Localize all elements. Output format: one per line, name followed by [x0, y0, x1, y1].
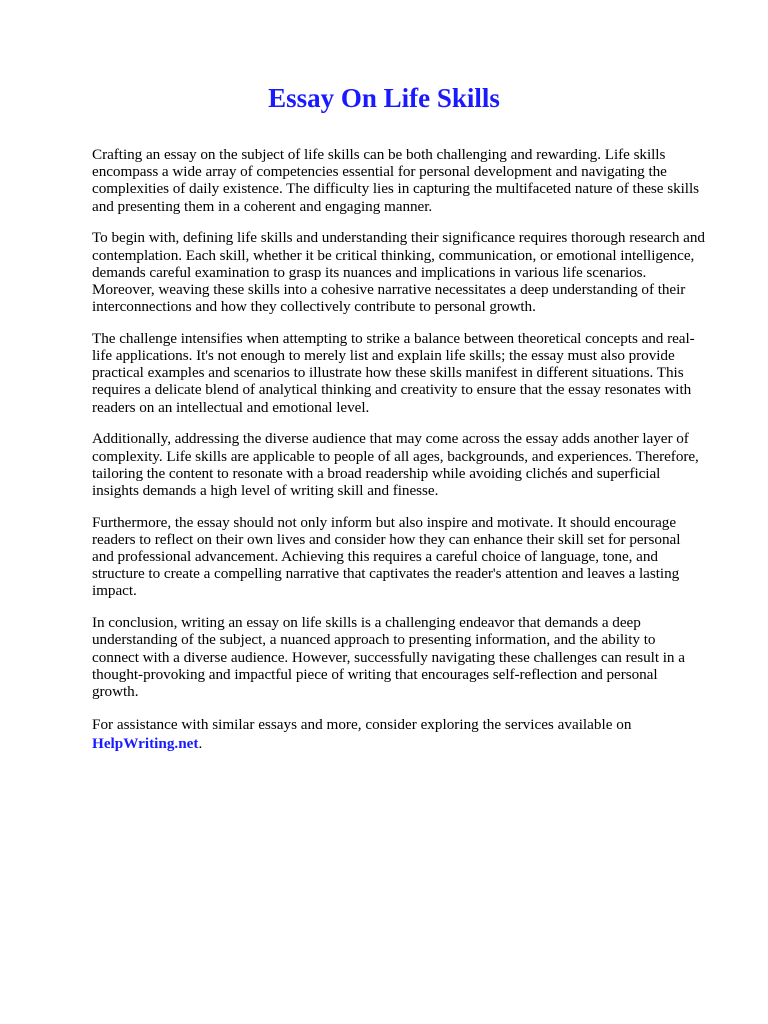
helpwriting-link[interactable]: HelpWriting.net	[92, 734, 199, 752]
document-title: Essay On Life Skills	[268, 83, 500, 113]
paragraph-conclusion: In conclusion, writing an essay on life skills is a challenging endeavor that demands a deep understanding of the subject, a nuanced approach to presenting information, and the ability to connect with a diverse audience. However, successfully navigating these challenges can result in a thought-provoking and impactful piece of writing that encourages self-reflection and personal growth.	[92, 614, 685, 700]
document-body	[92, 146, 732, 753]
paragraph-challenge: The challenge intensifies when attempting to strike a balance between theoretical concepts and real- life applications. It's not enough to merely list and explain life skills; the essay must also provide practical examples and scenarios to illustrate how these skills manifest in different situations. This requires a delicate blend of analytical thinking and creativity to ensure that the essay resonates with readers on an intellectual and emotional level.	[92, 329, 695, 416]
closing-period: .	[198, 734, 203, 752]
paragraph-inspire: Furthermore, the essay should not only inform but also inspire and motivate. It should encourage readers to reflect on their own lives and consider how they can enhance their skill set for personal and professional advancement. Achieving this requires a careful choice of language, tone, and structure to create a compelling narrative that captivates the reader's attention and leaves a lasting impact.	[92, 513, 681, 600]
closing-paragraph	[92, 715, 732, 753]
paragraph-definition: To begin with, defining life skills and understanding their significance requires thorough research and contemplation. Each skill, whether it be critical thinking, communication, or emotional intelligence, demands careful examination to grasp its nuances and implications in various life scenarios. Moreover, weaving these skills into a cohesive narrative necessitates a deep understanding of their interconnections and how they collectively contribute to personal growth.	[92, 229, 705, 316]
closing-text: For assistance with similar essays and more, consider exploring the services available on	[92, 715, 632, 733]
paragraph-intro: Crafting an essay on the subject of life skills can be both challenging and rewarding. Life skills encompass a wide array of competencies essential for personal development and navigating the complexities of daily existence. The difficulty lies in capturing the multifaceted nature of these skills and presenting them in a coherent and engaging manner.	[92, 146, 699, 215]
paragraph-audience: Additionally, addressing the diverse audience that may come across the essay adds another layer of complexity. Life skills are applicable to people of all ages, backgrounds, and experiences. Therefore, tailoring the content to resonate with a broad readership while avoiding clichés and superficial insights demands a high level of writing skill and finesse.	[92, 430, 699, 499]
